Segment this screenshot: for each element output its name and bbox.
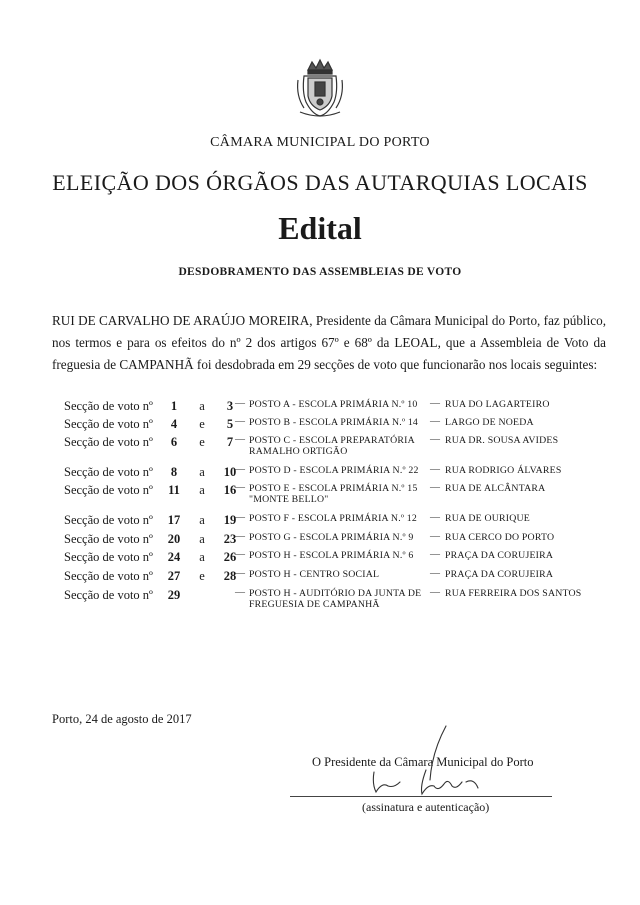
section-from: 17: [167, 513, 181, 527]
signature-label: (assinatura e autenticação): [362, 800, 490, 814]
section-conjunction: a: [199, 550, 205, 564]
section-label: Secção de voto nº: [64, 588, 153, 602]
street-address: PRAÇA DA CORUJEIRA: [445, 569, 554, 580]
section-conjunction: a: [199, 483, 205, 497]
section-to: 28: [223, 569, 237, 583]
polling-station: POSTO D - ESCOLA PRIMÁRIA N.º 22: [249, 465, 419, 476]
election-heading: ELEIÇÃO DOS ÓRGÃOS DAS AUTARQUIAS LOCAIS: [52, 170, 588, 195]
table-row: [0, 584, 640, 614]
separator-dash: —: [235, 398, 245, 409]
signature-line: [290, 796, 552, 797]
section-from: 6: [170, 435, 178, 449]
section-conjunction: a: [199, 399, 205, 413]
section-label: Secção de voto nº: [64, 435, 153, 449]
separator-dash: —: [235, 512, 245, 523]
section-from: 4: [170, 417, 178, 431]
street-address: RUA FERREIRA DOS SANTOS: [445, 588, 582, 599]
separator-dash: —: [430, 434, 440, 445]
street-address: LARGO DE NOEDA: [445, 417, 534, 428]
page-title: Edital: [278, 210, 362, 246]
polling-station: POSTO A - ESCOLA PRIMÁRIA N.º 10: [249, 399, 418, 410]
street-address: RUA DR. SOUSA AVIDES: [445, 435, 559, 446]
section-to: 19: [223, 513, 237, 527]
section-from: 8: [170, 465, 178, 479]
separator-dash: —: [430, 549, 440, 560]
section-label: Secção de voto nº: [64, 417, 153, 431]
separator-dash: —: [430, 482, 440, 493]
section-label: Secção de voto nº: [64, 399, 153, 413]
section-label: Secção de voto nº: [64, 465, 153, 479]
section-to: 5: [226, 417, 234, 431]
separator-dash: —: [235, 587, 245, 598]
polling-station: POSTO B - ESCOLA PRIMÁRIA N.º 14: [249, 417, 419, 428]
section-conjunction: a: [199, 513, 205, 527]
section-to: 7: [226, 435, 234, 449]
separator-dash: —: [235, 464, 245, 475]
street-address: PRAÇA DA CORUJEIRA: [445, 550, 554, 561]
signer-title: O Presidente da Câmara Municipal do Porto: [312, 755, 534, 769]
polling-station: POSTO C - ESCOLA PREPARATÓRIA RAMALHO ORTIGÃO: [249, 435, 415, 457]
polling-station: POSTO F - ESCOLA PRIMÁRIA N.º 12: [249, 513, 417, 524]
separator-dash: —: [430, 464, 440, 475]
polling-station: POSTO H - CENTRO SOCIAL: [249, 569, 380, 580]
section-to: 16: [223, 483, 237, 497]
separator-dash: —: [235, 568, 245, 579]
section-label: Secção de voto nº: [64, 569, 153, 583]
separator-dash: —: [430, 398, 440, 409]
section-conjunction: e: [199, 569, 205, 583]
separator-dash: —: [235, 482, 245, 493]
separator-dash: —: [430, 531, 440, 542]
section-conjunction: a: [199, 532, 205, 546]
street-address: RUA DE OURIQUE: [445, 513, 530, 524]
section-from: 11: [168, 483, 180, 497]
separator-dash: —: [430, 568, 440, 579]
section-conjunction: e: [199, 417, 205, 431]
section-to: 10: [223, 465, 237, 479]
porto-coat-of-arms-icon: [294, 56, 346, 120]
section-from: 20: [167, 532, 181, 546]
separator-dash: —: [430, 587, 440, 598]
polling-station: POSTO H - AUDITÓRIO DA JUNTA DE FREGUESIA DE CAMPANHÃ: [249, 588, 422, 610]
separator-dash: —: [235, 531, 245, 542]
separator-dash: —: [235, 434, 245, 445]
organization-name: CÂMARA MUNICIPAL DO PORTO: [210, 135, 430, 150]
section-label: Secção de voto nº: [64, 513, 153, 527]
separator-dash: —: [235, 416, 245, 427]
section-label: Secção de voto nº: [64, 550, 153, 564]
polling-station: POSTO H - ESCOLA PRIMÁRIA N.º 6: [249, 550, 414, 561]
intro-paragraph: RUI DE CARVALHO DE ARAÚJO MOREIRA, Presidente da Câmara Municipal do Porto, faz público, nos termos e para os efeitos do nº 2 dos artigos 67º e 68º da LEOAL, que a Assembleia de Voto da freguesia de CAMPANHÃ foi desdobrada em 29 secções de voto que funcionarão nos locais seguintes:: [52, 313, 606, 372]
separator-dash: —: [430, 416, 440, 427]
street-address: RUA DE ALCÂNTARA: [445, 483, 546, 494]
section-conjunction: e: [199, 435, 205, 449]
section-label: Secção de voto nº: [64, 532, 153, 546]
section-to: 3: [226, 399, 234, 413]
street-address: RUA RODRIGO ÁLVARES: [445, 465, 562, 476]
section-label: Secção de voto nº: [64, 483, 153, 497]
section-from: 1: [170, 399, 178, 413]
subtitle: DESDOBRAMENTO DAS ASSEMBLEIAS DE VOTO: [178, 266, 462, 278]
separator-dash: —: [235, 549, 245, 560]
section-from: 27: [167, 569, 181, 583]
separator-dash: —: [430, 512, 440, 523]
street-address: RUA DO LAGARTEIRO: [445, 399, 550, 410]
section-conjunction: a: [199, 465, 205, 479]
table-row: [0, 479, 640, 509]
section-to: 26: [223, 550, 237, 564]
polling-station: POSTO G - ESCOLA PRIMÁRIA N.º 9: [249, 532, 414, 543]
handwritten-signature-icon: [360, 722, 510, 800]
section-to: 23: [223, 532, 237, 546]
section-from: 24: [167, 550, 181, 564]
document-date: Porto, 24 de agosto de 2017: [52, 712, 192, 726]
section-from: 29: [167, 588, 181, 602]
polling-station: POSTO E - ESCOLA PRIMÁRIA N.º 15 "MONTE BELLO": [249, 483, 418, 505]
table-row: [0, 431, 640, 461]
street-address: RUA CERCO DO PORTO: [445, 532, 555, 543]
